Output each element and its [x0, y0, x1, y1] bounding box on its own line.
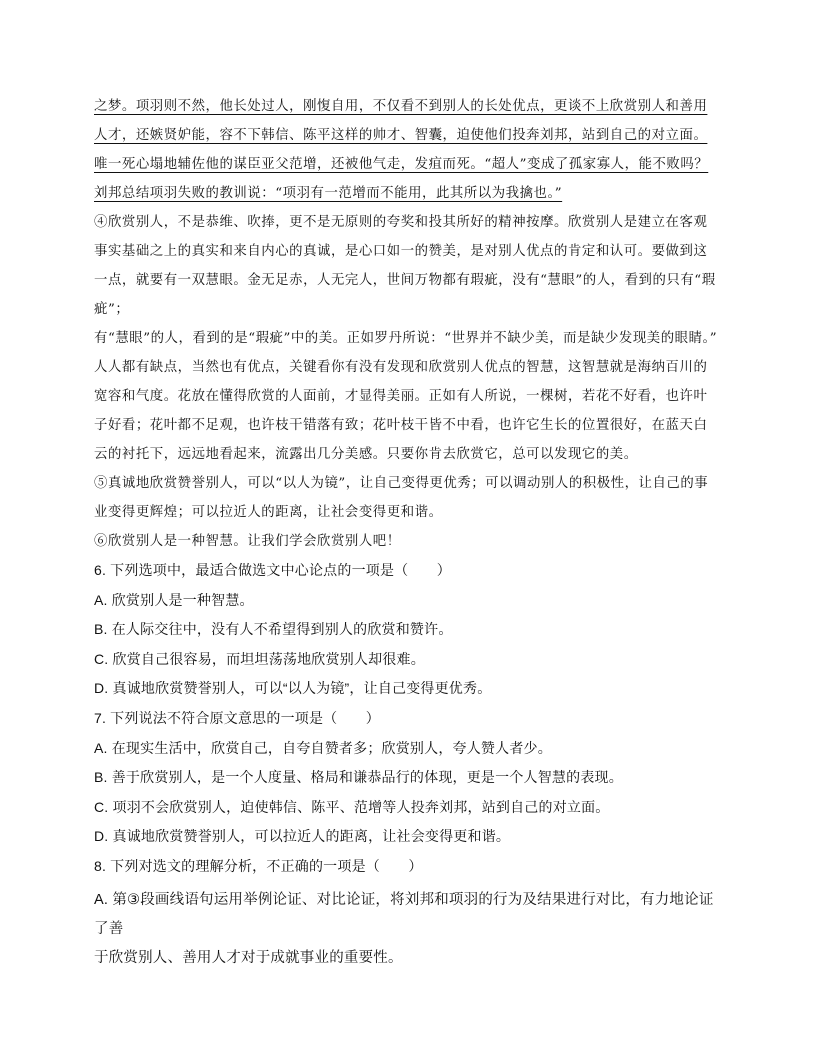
- question-6-option: D. 真诚地欣赏赞誉别人，可以“以人为镜”，让自己变得更优秀。: [94, 680, 492, 697]
- question-8-option-a-line: A. 第③段画线语句运用举例论证、对比论证，将刘邦和项羽的行为及结果进行对比，有力地论证了善: [94, 891, 714, 937]
- question-7-option: A. 在现实生活中，欣赏自己，自夸自赞者多；欣赏别人，夸人赞人者少。: [94, 739, 552, 756]
- question-6-option: C. 欣赏自己很容易，而坦坦荡荡地欣赏别人却很难。: [94, 650, 425, 667]
- question-8-option-a-line: 于欣赏别人、善用人才对于成就事业的重要性。: [94, 949, 403, 966]
- passage-para4-line: 疵”；: [94, 302, 130, 317]
- passage-para4-line: 有“慧眼”的人，看到的是“瑕疵”中的美。正如罗丹所说：“世界并不缺少美，而是缺少发现美的眼睛。”: [94, 331, 718, 346]
- passage-para4-line: 人人都有缺点，当然也有优点，关键看你有没有发现和欣赏别人优点的智慧，这智慧就是海纳百川的: [94, 360, 708, 375]
- passage-para4-line: 一点，就要有一双慧眼。金无足赤，人无完人，世间万物都有瑕疵，没有“慧眼”的人，看到的只有“瑕: [94, 273, 716, 288]
- question-7-option: C. 项羽不会欣赏别人，迫使韩信、陈平、范增等人投奔刘邦，站到自己的对立面。: [94, 798, 610, 815]
- passage-para6-line: ⑥欣赏别人是一种智慧。让我们学会欣赏别人吧！: [94, 534, 401, 549]
- passage-para3-line: 唯一死心塌地辅佐他的谋臣亚父范增，还被他气走，发疽而死。“超人”变成了孤家寡人，能不败吗？: [94, 157, 709, 172]
- passage-para4-line: 宽容和气度。花放在懂得欣赏的人面前，才显得美丽。正如有人所说，一棵树，若花不好看，也许叶: [94, 389, 708, 404]
- passage-para3-line: 人才，还嫉贤妒能，容不下韩信、陈平这样的帅才、智囊，迫使他们投奔刘邦，站到自己的对立面。: [94, 128, 708, 143]
- passage-para5-line: 业变得更辉煌；可以拉近人的距离，让社会变得更和谐。: [94, 505, 443, 520]
- passage-para4-line: ④欣赏别人，不是恭维、吹捧，更不是无原则的夸奖和投其所好的精神按摩。欣赏别人是建立在客观: [94, 215, 708, 230]
- question-6-stem: 6. 下列选项中，最适合做选文中心论点的一项是（ ）: [94, 562, 451, 578]
- question-7-stem: 7. 下列说法不符合原文意思的一项是（ ）: [94, 709, 380, 726]
- question-6-option: B. 在人际交往中，没有人不希望得到别人的欣赏和赞许。: [94, 621, 453, 638]
- question-7-option: B. 善于欣赏别人，是一个人度量、格局和谦恭品行的体现，更是一个人智慧的表现。: [94, 769, 623, 786]
- passage-para3-line: 刘邦总结项羽失败的教训说：“项羽有一范增而不能用，此其所以为我擒也。”: [94, 186, 563, 201]
- question-7-option: D. 真诚地欣赏赞誉别人，可以拉近人的距离，让社会变得更和谐。: [94, 828, 511, 845]
- question-8-option-a: [94, 882, 724, 973]
- question-section: [94, 556, 724, 973]
- document-page: [94, 92, 724, 973]
- passage-para4-line: 子好看；花叶都不足观，也许枝干错落有致；花叶枝干皆不中看，也许它生长的位置很好，在蓝天白: [94, 418, 708, 433]
- passage-para5-line: ⑤真诚地欣赏赞誉别人，可以“以人为镜”，让自己变得更优秀；可以调动别人的积极性，让自己的事: [94, 476, 709, 491]
- passage-para3-line: 之梦。项羽则不然，他长处过人，刚愎自用，不仅看不到别人的长处优点，更谈不上欣赏别人和善用: [94, 99, 708, 114]
- passage-para4-line: 云的衬托下，远远地看起来，流露出几分美感。只要你肯去欣赏它，总可以发现它的美。: [94, 447, 638, 462]
- reading-passage: [94, 92, 724, 556]
- question-6-option: A. 欣赏别人是一种智慧。: [94, 591, 254, 608]
- question-8-stem: 8. 下列对选文的理解分析，不正确的一项是（ ）: [94, 857, 423, 874]
- passage-para4-line: 事实基础之上的真实和来自内心的真诚，是心口如一的赞美，是对别人优点的肯定和认可。要做到这: [94, 244, 708, 259]
